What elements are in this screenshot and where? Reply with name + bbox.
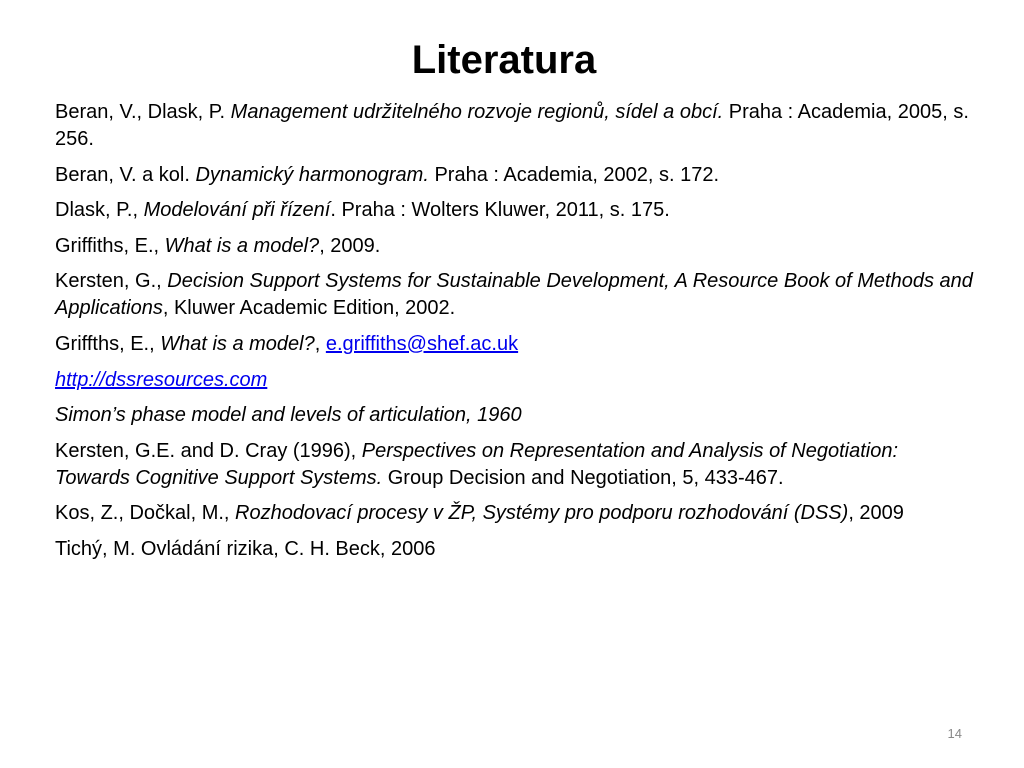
email-link[interactable]: e.griffiths@shef.ac.uk bbox=[325, 332, 519, 355]
reference-title: What is a model? bbox=[164, 234, 320, 257]
reference-author: Griffths, E., bbox=[55, 332, 161, 355]
reference-title: Modelování při řízení bbox=[143, 199, 331, 222]
reference-title: Rozhodovací procesy v ŽP, Systémy pro podporu rozhodování (DSS) bbox=[235, 502, 849, 525]
reference-publisher: , Kluwer Academic Edition, 2002. bbox=[162, 297, 456, 320]
reference-title: What is a model? bbox=[160, 332, 315, 355]
reference-publisher: , 2009 bbox=[848, 502, 904, 525]
reference-item bbox=[55, 438, 975, 492]
reference-item bbox=[55, 402, 975, 429]
reference-publisher: , 2009. bbox=[319, 234, 381, 257]
reference-separator: , bbox=[314, 332, 326, 355]
reference-publisher: Praha : Academia, 2002, s. 172. bbox=[428, 163, 720, 186]
reference-title: Management udržitelného rozvoje regionů, sídel a obcí. bbox=[230, 101, 724, 123]
reference-author: Dlask, P., bbox=[55, 199, 144, 222]
reference-list bbox=[55, 99, 975, 572]
url-link-text: http://dssresources.com bbox=[55, 368, 268, 391]
reference-item bbox=[55, 197, 975, 224]
reference-publisher: Group Decision and Negotiation, 5, 433-467. bbox=[382, 466, 784, 489]
reference-author: Kos, Z., Dočkal, M., bbox=[55, 502, 236, 525]
reference-author: Griffiths, E., bbox=[55, 234, 165, 257]
reference-title: Decision Support Systems for Sustainable Development, A Resource Book of Methods and Applications bbox=[55, 270, 973, 320]
reference-title: Perspectives on Representation and Analysis of Negotiation: Towards Cognitive Support Systems. bbox=[55, 439, 899, 489]
reference-author: Tichý, M. Ovládání rizika, C. H. Beck, 2006 bbox=[55, 537, 436, 560]
reference-item bbox=[55, 162, 975, 189]
page-number: 14 bbox=[947, 726, 962, 741]
reference-author: Kersten, G., bbox=[55, 270, 168, 293]
reference-item bbox=[55, 233, 975, 260]
reference-item bbox=[55, 268, 975, 322]
reference-publisher: . Praha : Wolters Kluwer, 2011, s. 175. bbox=[330, 199, 670, 222]
reference-item bbox=[55, 99, 975, 153]
reference-item bbox=[55, 367, 975, 394]
reference-item bbox=[55, 500, 975, 527]
reference-item bbox=[55, 536, 975, 563]
reference-title: Dynamický harmonogram. bbox=[195, 163, 429, 186]
url-link[interactable] bbox=[55, 369, 267, 391]
slide-title: Literatura bbox=[411, 38, 597, 82]
reference-author: Beran, V. a kol. bbox=[55, 163, 196, 186]
reference-item bbox=[55, 331, 975, 358]
reference-author: Beran, V., Dlask, P. bbox=[55, 101, 231, 123]
reference-author: Kersten, G.E. and D. Cray (1996), bbox=[55, 439, 362, 462]
reference-title: Simon’s phase model and levels of articulation, 1960 bbox=[55, 404, 522, 427]
reference-publisher: Praha : Academia, 2005, s. 256. bbox=[55, 101, 969, 150]
